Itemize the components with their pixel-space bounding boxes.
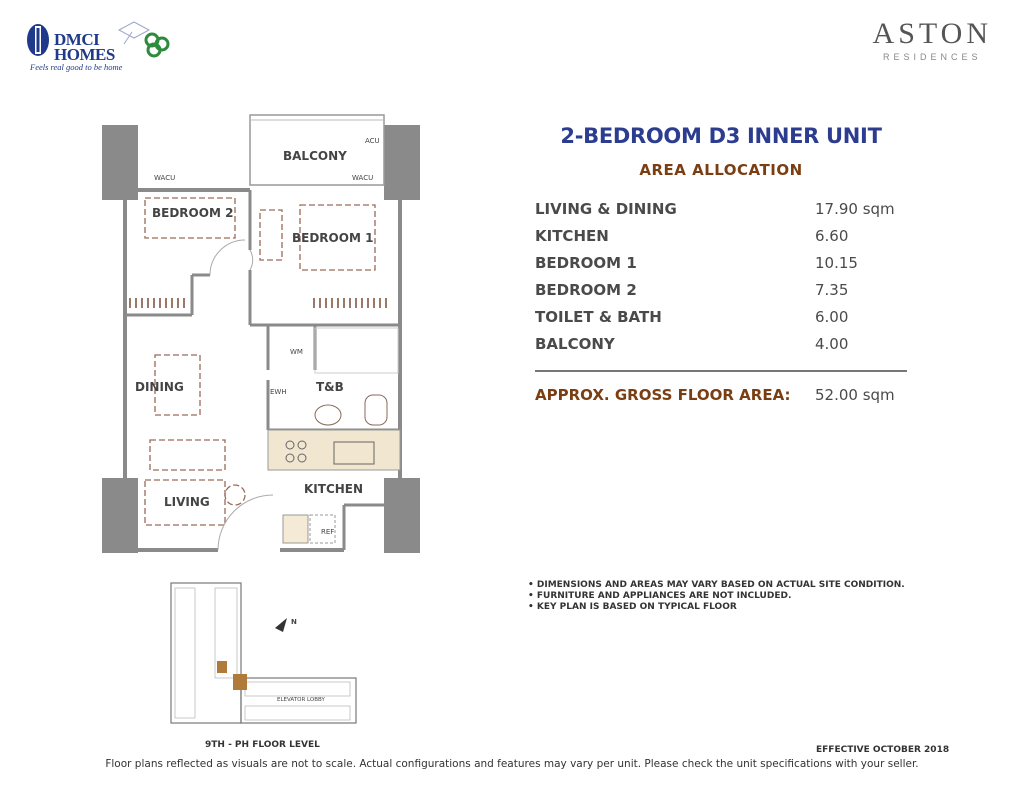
alloc-value: 7.35 [815,280,849,299]
alloc-row-living-dining [535,195,910,222]
label-bedroom-1: BEDROOM 1 [292,231,374,245]
alloc-row-toilet-bath [535,303,910,330]
label-toilet-bath: T&B [316,380,344,394]
key-plan-lobby-label: ELEVATOR LOBBY [277,697,325,703]
project-subtitle: RESIDENCES [883,52,982,62]
unit-title: 2-BEDROOM D3 INNER UNIT [560,124,882,148]
refrigerator [283,515,308,543]
label-dining: DINING [135,380,184,394]
alloc-row-balcony [535,330,910,357]
column-top-right [384,125,420,200]
label-ewh: EWH [270,388,287,396]
dmci-wordmark-line1: DMCI [54,30,100,49]
sofa-living [150,440,225,470]
alloc-row-bedroom-2 [535,276,910,303]
label-bedroom-2: BEDROOM 2 [152,206,234,220]
alloc-row-bedroom-1 [535,249,910,276]
effective-date: EFFECTIVE OCTOBER 2018 [816,745,950,755]
note-item: • DIMENSIONS AND AREAS MAY VARY BASED ON ACTUAL SITE CONDITION. [528,580,905,590]
alloc-name: KITCHEN [535,226,609,245]
label-refrigerator: REF [321,528,335,536]
closet-bedroom-1 [260,210,282,260]
key-plan [165,578,365,738]
label-wacu-left: WACU [154,174,176,182]
note-item: • KEY PLAN IS BASED ON TYPICAL FLOOR [528,602,737,612]
notes-list [528,580,905,613]
label-living: LIVING [164,495,210,509]
dmci-wordmark-line2: HOMES [54,45,115,64]
key-plan-wing-vertical [171,583,241,723]
label-balcony: BALCONY [283,149,347,163]
key-plan-floor-label: 9TH - PH FLOOR LEVEL [205,740,320,750]
alloc-value: 17.90 sqm [815,199,895,218]
gross-floor-area-value: 52.00 sqm [815,386,895,404]
area-allocation-heading: AREA ALLOCATION [639,161,803,179]
alloc-name: TOILET & BATH [535,307,662,326]
toilet [365,395,387,425]
aston-residences-logo [873,18,992,62]
disclaimer-text: Floor plans reflected as visuals are not to scale. Actual configurations and features may vary per unit. Please check the unit specifications with your seller. [105,758,919,770]
label-wacu-right: WACU [352,174,374,182]
dmci-wordmark [54,32,115,62]
alloc-value: 10.15 [815,253,858,272]
lavatory [315,405,341,425]
label-acu: ACU [365,137,380,145]
unit-floor-plan [100,110,430,580]
dmci-tagline: Feels real good to be home [30,62,123,72]
alloc-row-kitchen [535,222,910,249]
side-table [225,485,245,505]
alloc-name: BALCONY [535,334,615,353]
north-arrow-icon [275,618,287,632]
key-plan-highlight-unit [217,661,227,673]
furniture-outlines [145,198,375,525]
allocation-divider [535,370,907,372]
area-allocation-table [535,195,910,357]
gross-floor-area [535,386,910,404]
key-plan-highlight-core [233,674,247,690]
column-bottom-right [384,478,420,553]
gross-floor-area-label: APPROX. GROSS FLOOR AREA: [535,386,791,404]
dmci-homes-logo [24,18,174,76]
alloc-name: BEDROOM 2 [535,280,637,299]
alloc-name: BEDROOM 1 [535,253,637,272]
window-louvers [130,298,386,308]
label-kitchen: KITCHEN [304,482,364,496]
column-bottom-left [102,478,138,553]
alloc-value: 4.00 [815,334,849,353]
alloc-value: 6.00 [815,307,849,326]
shower-area [315,328,398,373]
alloc-value: 6.60 [815,226,849,245]
note-item: • FURNITURE AND APPLIANCES ARE NOT INCLUDED. [528,591,792,601]
project-title: ASTON [872,17,992,50]
door-swings [210,240,273,550]
alloc-name: LIVING & DINING [535,199,677,218]
key-plan-north-label: N [291,618,297,626]
label-washing-machine: WM [290,348,303,356]
